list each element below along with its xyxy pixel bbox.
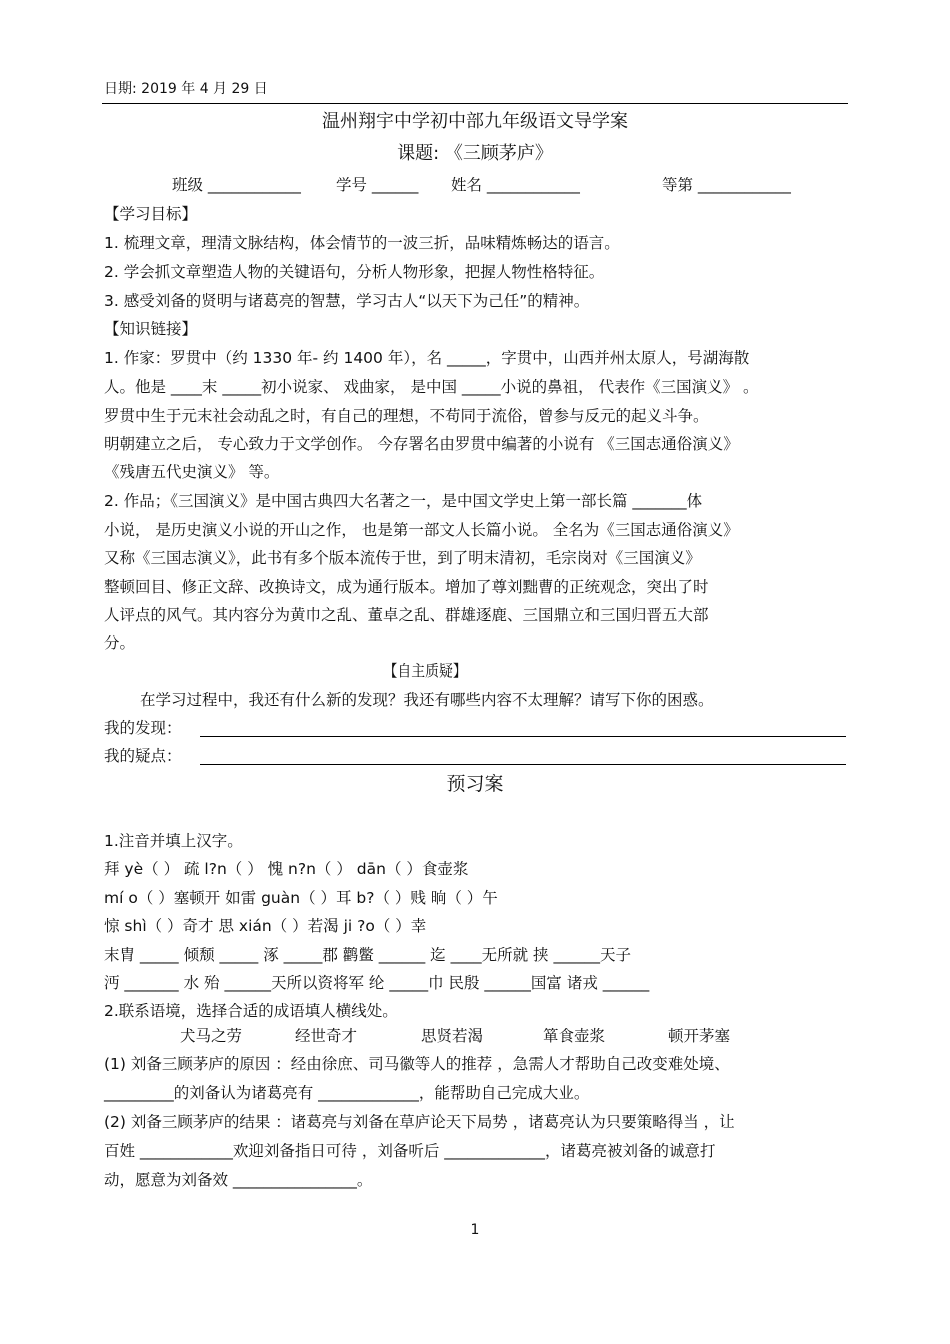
class-field[interactable]: 班级 ____________ [172,176,301,194]
page-title: 温州翔宇中学初中部九年级语文导学案 [322,111,628,132]
idiom-option: 箪食壶浆 [543,1027,606,1045]
work-line: 分。 [104,634,136,652]
student-name-field[interactable]: 姓名 ____________ [451,176,580,194]
pinyin-row: mí o（ ）塞顿开 如雷 guàn（ ）耳 b?（ ）贱 晌（ ）午 [104,889,498,907]
work-line: 小说， 是历史演义小说的开山之作， 也是第一部文人长篇小说。 全名为《三国志通俗演义》 [104,521,739,539]
fill-row: 末胄 _____ 倾颓 _____ 涿 _____郡 鹳鳖 ______ 迄 ____无所就 挟 ______天子 [104,946,631,964]
author-line: 《残唐五代史演义》 等。 [104,463,280,481]
fill-row: 沔 _______ 水 殆 ______天所以资将军 纶 _____巾 民殷 ______国富 诸戎 ______ [104,974,650,992]
idiom-context-line: 动，愿意为刘备效 ________________。 [104,1171,373,1189]
header-date: 日期: 2019 年 4 月 29 日 [104,81,268,97]
work-line: 又称《三国志演义》，此书有多个版本流传于世，到了明末清初，毛宗岗对《三国演义》 [104,549,701,567]
grade-field[interactable]: 等第 ____________ [662,176,791,194]
idiom-context-line: (2) 刘备三顾茅庐的结果 ：诸葛亮与刘备在草庐论天下局势 ，诸葛亮认为只要策略得当 ，让 [104,1113,735,1131]
question-answer-line[interactable] [200,764,846,765]
author-line: 1. 作家：罗贯中（约 1330 年- 约 1400 年），名 _____，字贯中，山西并州太原人，号湖海散 [104,349,750,367]
goal-item: 2. 学会抓文章塑造人物的关键语句，分析人物形象，把握人物性格特征。 [104,263,605,281]
goals-heading: 【学习目标】 [104,205,198,223]
goal-item: 3. 感受刘备的贤明与诸葛亮的智慧，学习古人“以天下为己任”的精神。 [104,292,590,310]
idiom-option: 经世奇才 [295,1027,358,1045]
knowledge-heading: 【知识链接】 [104,320,198,338]
page-subtitle: 课题: 《三顾茅庐》 [397,143,553,164]
author-line: 罗贯中生于元末社会动乱之时，有自己的理想，不苟同于流俗，曾参与反元的起义斗争。 [104,407,709,425]
work-line: 人评点的风气。其内容分为黄巾之乱、董卓之乱、群雄逐鹿、三国鼎立和三国归晋五大部 [104,606,709,624]
author-line: 明朝建立之后， 专心致力于文学创作。 今存署名由罗贯中编著的小说有 《三国志通俗演义》 [104,435,739,453]
preview-heading: 预习案 [446,773,504,795]
work-line: 2. 作品；《三国演义》是中国古典四大名著之一，是中国文学史上第一部长篇 _______体 [104,492,703,510]
author-line: 人。他是 ____末 _____初小说家、 戏曲家， 是中国 _____小说的鼻祖， 代表作《三国演义》 。 [104,378,759,396]
self-study-prompt: 在学习过程中，我还有什么新的发现？我还有哪些内容不太理解？请写下你的困惑。 [140,691,714,709]
page-number: 1 [470,1222,480,1238]
pinyin-row: 惊 shì（ ）奇才 思 xián（ ）若渴 ji ?o（ ）幸 [104,917,427,935]
pinyin-question-title: 1.注音并填上汉字。 [104,832,243,850]
idiom-context-line: _________的刘备认为诸葛亮有 _____________，能帮助自己完成大业。 [104,1084,590,1102]
idiom-context-line: 百姓 ____________欢迎刘备指日可待 ，刘备听后 _____________，诸葛亮被刘备的诚意打 [104,1142,716,1160]
idiom-option: 顿开茅塞 [668,1027,731,1045]
discovery-answer-line[interactable] [200,736,846,737]
question-label: 我的疑点： [104,747,182,765]
student-number-field[interactable]: 学号 ______ [336,176,419,194]
header-rule [102,103,848,104]
idiom-context-line: (1) 刘备三顾茅庐的原因 ：经由徐庶、司马徽等人的推荐 ，急需人才帮助自己改变难处境、 [104,1055,730,1073]
idiom-option: 思贤若渴 [421,1027,484,1045]
pinyin-row: 拜 yè（ ） 疏 l?n（ ） 愧 n?n（ ） dān（ ）食壶浆 [104,860,469,878]
idiom-option: 犬马之劳 [180,1027,243,1045]
goal-item: 1. 梳理文章，理清文脉结构，体会情节的一波三折，品味精炼畅达的语言。 [104,234,620,252]
self-study-heading: 【自主质疑】 [383,662,467,680]
work-line: 整顿回目、修正文辞、改换诗文，成为通行版本。增加了尊刘黜曹的正统观念，突出了时 [104,578,709,596]
idiom-question-title: 2.联系语境，选择合适的成语填人横线处。 [104,1002,398,1020]
discovery-label: 我的发现： [104,719,182,737]
